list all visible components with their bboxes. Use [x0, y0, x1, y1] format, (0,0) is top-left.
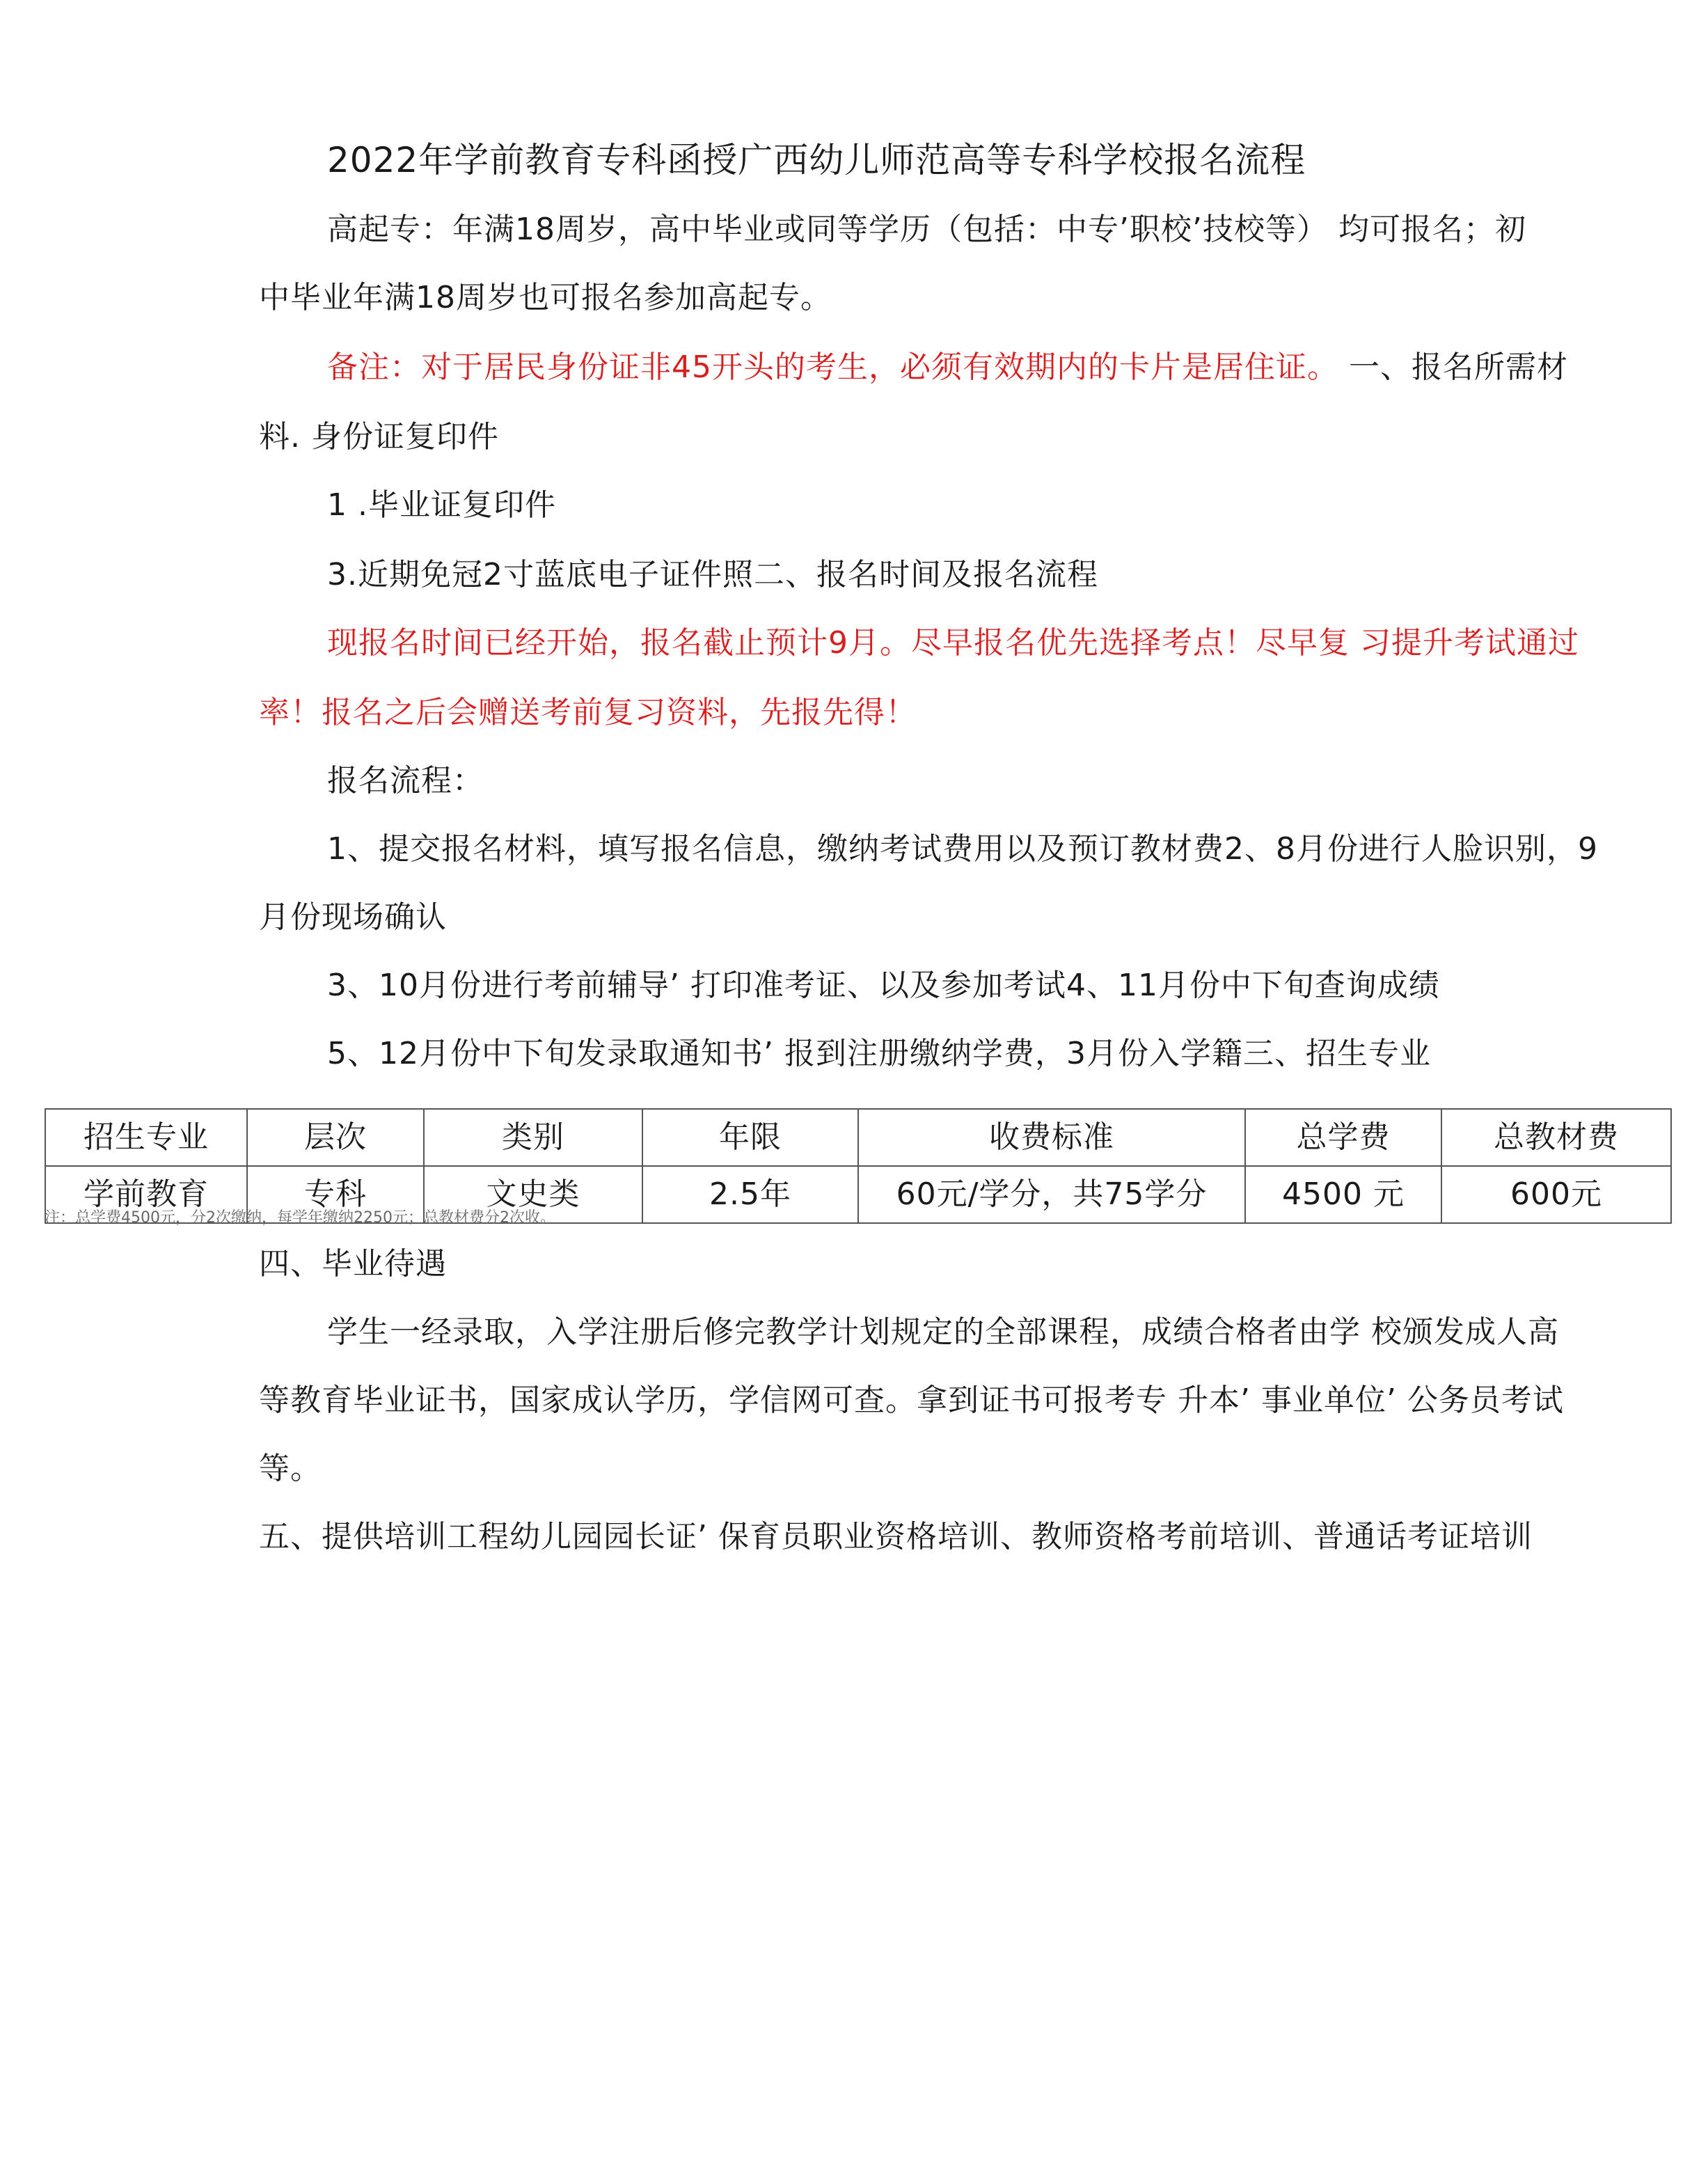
graduation-heading: 四、毕业待遇	[259, 1246, 447, 1282]
table-cell: 600元	[1441, 1166, 1671, 1223]
table-cell: 2.5年	[642, 1166, 858, 1223]
graduation-line-3: 等。	[259, 1451, 322, 1486]
table-header-cell: 层次	[247, 1109, 424, 1166]
table-note: 注：总学费4500元，分2次缴纳，每学年缴纳2250元；总教材费分2次收。	[45, 1209, 555, 1227]
remark-red-text: 备注：对于居民身份证非45开头的考生，必须有效期内的卡片是居住证。	[327, 349, 1338, 385]
remark-line-1	[327, 347, 1568, 388]
remark-tail-text: 一、报名所需材	[1338, 349, 1568, 385]
table-cell: 文史类	[424, 1166, 642, 1223]
page-title: 2022年学前教育专科函授广西幼儿师范高等专科学校报名流程	[327, 140, 1306, 180]
table-cell: 60元/学分，共75学分	[858, 1166, 1245, 1223]
materials-item-3: 3.近期免冠2寸蓝底电子证件照二、报名时间及报名流程	[327, 557, 1098, 592]
process-step-1-line-1: 1、提交报名材料，填写报名信息，缴纳考试费用以及预订教材费2、8月份进行人脸识别，9	[327, 831, 1598, 867]
table-cell: 4500 元	[1245, 1166, 1441, 1223]
notice-line-1: 现报名时间已经开始，报名截止预计9月。尽早报名优先选择考点！尽早复 习提升考试通过	[327, 625, 1579, 661]
remark-line-2: 料. 身份证复印件	[259, 419, 499, 455]
graduation-line-1: 学生一经录取，入学注册后修完教学计划规定的全部课程，成绩合格者由学 校颁发成人高	[327, 1314, 1559, 1350]
process-step-1-line-2: 月份现场确认	[259, 899, 447, 935]
table-header-cell: 招生专业	[45, 1109, 247, 1166]
process-heading: 报名流程：	[327, 763, 484, 798]
process-step-3: 3、10月份进行考前辅导’ 打印准考证、以及参加考试4、11月份中下旬查询成绩	[327, 968, 1440, 1003]
process-step-5: 5、12月份中下旬发录取通知书’ 报到注册缴纳学费，3月份入学籍三、招生专业	[327, 1036, 1431, 1071]
table-header-cell: 年限	[642, 1109, 858, 1166]
graduation-line-2: 等教育毕业证书，国家成认学历，学信网可查。拿到证书可报考专 升本’ 事业单位’ 公务员考试	[259, 1383, 1564, 1418]
materials-item-1: 1 .毕业证复印件	[327, 487, 556, 523]
table-header-row	[45, 1109, 1671, 1166]
intro-line-2: 中毕业年满18周岁也可报名参加高起专。	[259, 280, 832, 315]
table-header-cell: 收费标准	[858, 1109, 1245, 1166]
table-header-cell: 总教材费	[1441, 1109, 1671, 1166]
intro-line-1: 高起专：年满18周岁，高中毕业或同等学历（包括：中专’职校’技校等） 均可报名；初	[327, 212, 1526, 247]
table-header-cell: 总学费	[1245, 1109, 1441, 1166]
table-cell: 专科	[247, 1166, 424, 1223]
notice-line-2: 率！报名之后会赠送考前复习资料，先报先得！	[259, 695, 917, 730]
table-header-cell: 类别	[424, 1109, 642, 1166]
table-cell: 学前教育	[45, 1166, 247, 1223]
training-line: 五、提供培训工程幼儿园园长证’ 保育员职业资格培训、教师资格考前培训、普通话考证培训	[259, 1519, 1533, 1554]
